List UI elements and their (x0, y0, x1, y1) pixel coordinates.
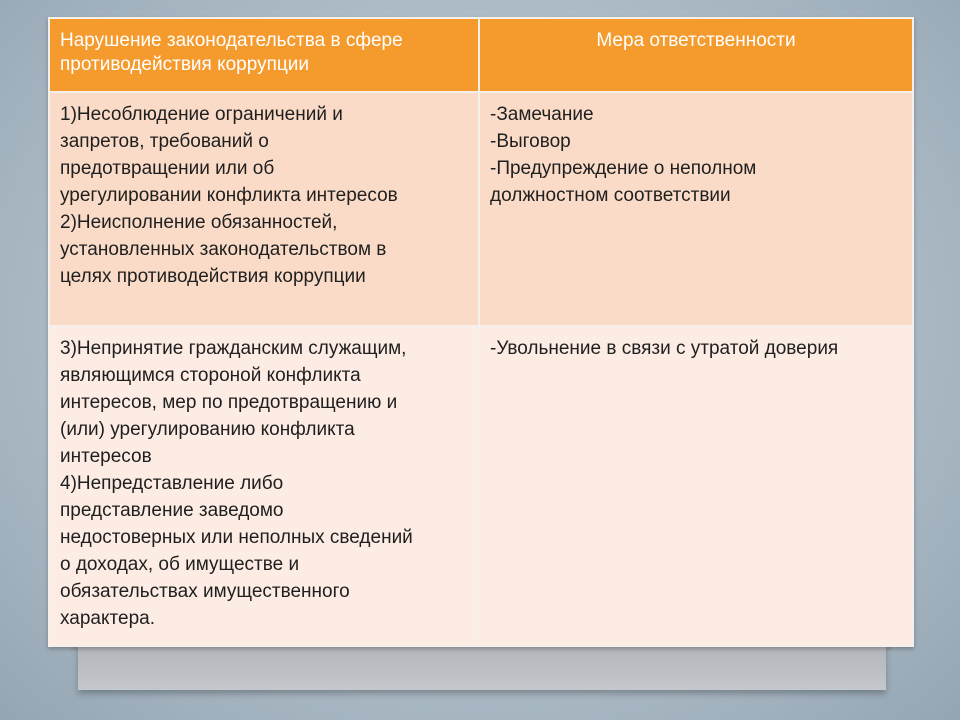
table-row (49, 92, 913, 326)
header-violation-line: противодействия коррупции (60, 54, 310, 75)
violation-line: 3)Непринятие гражданским служащим, (60, 338, 407, 359)
violation-line: интересов (60, 446, 152, 467)
penalty-cell (479, 92, 913, 326)
violation-line: являющимся стороной конфликта (60, 365, 361, 386)
violation-line: представление заведомо (60, 500, 284, 521)
header-violation (49, 18, 479, 92)
violation-line: (или) урегулированию конфликта (60, 419, 355, 440)
table-row (49, 326, 913, 646)
penalty-line: -Выговор (490, 131, 571, 152)
violation-line: обязательствах имущественного (60, 581, 350, 602)
violation-line: о доходах, об имуществе и (60, 554, 300, 575)
violation-cell (49, 326, 479, 646)
header-violation-line: Нарушение законодательства в сфере (60, 30, 403, 51)
table-header-row (49, 18, 913, 92)
violation-line: запретов, требований о (60, 131, 269, 152)
violation-line: 1)Несоблюдение ограничений и (60, 104, 343, 125)
violation-line: интересов, мер по предотвращению и (60, 392, 398, 413)
violation-line: установленных законодательством в (60, 239, 387, 260)
penalty-cell (479, 326, 913, 646)
violation-line: недостоверных или неполных сведений (60, 527, 413, 548)
violation-line: 4)Непредставление либо (60, 473, 284, 494)
violation-cell (49, 92, 479, 326)
violation-line: целях противодействия коррупции (60, 266, 366, 287)
violation-line: урегулировании конфликта интересов (60, 185, 398, 206)
penalty-line: должностном соответствии (490, 185, 731, 206)
penalty-line: -Замечание (490, 104, 594, 125)
header-penalty: Мера ответственности (479, 18, 913, 92)
violation-line: характера. (60, 608, 155, 629)
violation-line: предотвращении или об (60, 158, 275, 179)
violation-line: 2)Неисполнение обязанностей, (60, 212, 338, 233)
responsibility-table (48, 17, 914, 647)
penalty-line: -Увольнение в связи с утратой доверия (490, 338, 839, 359)
slide-shadow (78, 642, 886, 690)
penalty-line: -Предупреждение о неполном (490, 158, 757, 179)
